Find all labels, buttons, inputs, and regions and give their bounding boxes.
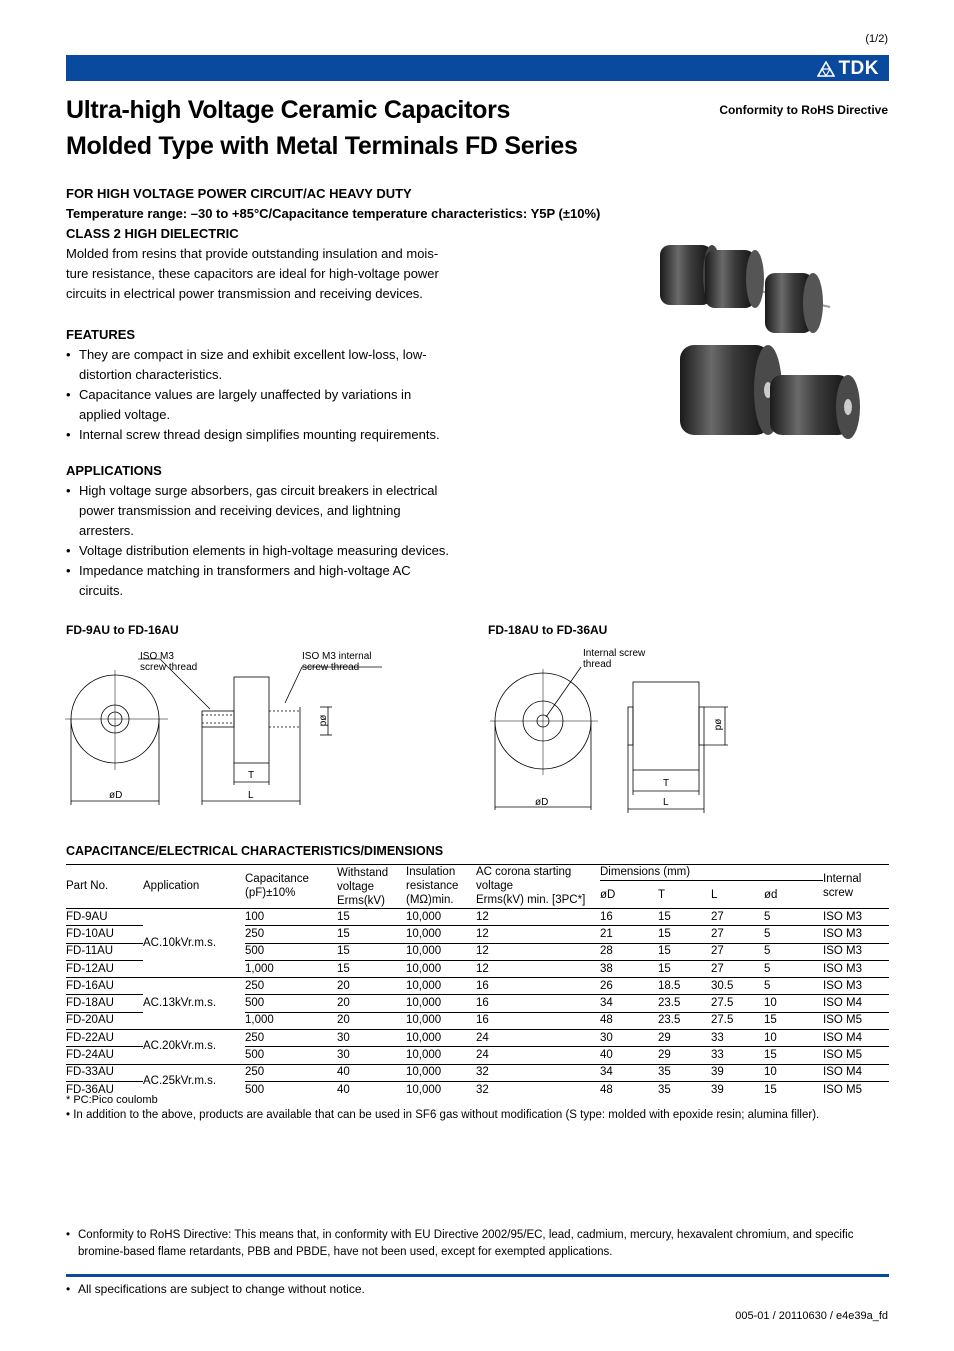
table-cell: FD-24AU [66, 1047, 143, 1064]
table-cell: 500 [245, 995, 337, 1012]
table-cell: ISO M3 [823, 960, 889, 977]
table-cell: 15 [658, 909, 711, 926]
table-cell: 32 [476, 1064, 600, 1081]
table-cell: 21 [600, 926, 658, 943]
intro-paragraph [66, 244, 466, 304]
table-cell: 250 [245, 1064, 337, 1081]
label-d: ød [712, 718, 724, 731]
intro-line: circuits in electrical power transmission and receiving devices. [66, 286, 423, 301]
table-cell: 500 [245, 943, 337, 960]
diagram-left-title: FD-9AU to FD-16AU [66, 623, 179, 637]
table-cell: ISO M5 [823, 1081, 889, 1098]
table-cell: 34 [600, 1064, 658, 1081]
title-line-2: Molded Type with Metal Terminals FD Series [66, 132, 578, 160]
table-cell: 12 [476, 926, 600, 943]
table-cell: FD-22AU [66, 1030, 143, 1047]
features-heading: FEATURES [66, 327, 136, 342]
footnote-pc: * PC:Pico coulomb [66, 1094, 158, 1106]
table-cell: 27 [711, 909, 764, 926]
header-withstand: Withstand voltage Erms(kV) [337, 867, 389, 907]
intro-line: Molded from resins that provide outstanding insulation and mois- [66, 246, 439, 261]
table-cell: 15 [337, 960, 406, 977]
table-cell: 30 [600, 1030, 658, 1047]
table-cell: 15 [764, 1081, 823, 1098]
label-iso-external: ISO M3 screw thread [140, 651, 198, 673]
table-cell: 34 [600, 995, 658, 1012]
table-cell: 15 [337, 926, 406, 943]
table-cell: 40 [337, 1081, 406, 1098]
table-cell: 30 [337, 1047, 406, 1064]
label-internal-thread: Internal screw thread [583, 648, 646, 670]
header-part-no: Part No. [66, 880, 109, 892]
table-cell: ISO M4 [823, 1064, 889, 1081]
table-cell: ISO M5 [823, 1047, 889, 1064]
table-cell: 30 [337, 1030, 406, 1047]
header-od: øD [600, 888, 616, 901]
table-cell: 10,000 [406, 926, 476, 943]
header-t: T [658, 888, 666, 901]
table-cell: 29 [658, 1047, 711, 1064]
table-cell: FD-10AU [66, 926, 143, 943]
list-item: • They are compact in size and exhibit excellent low-loss, low- distortion characteristics. [66, 345, 476, 385]
table-row [66, 1064, 889, 1081]
list-item: • Internal screw thread design simplifies mounting requirements. [66, 425, 476, 445]
table-cell: 15 [764, 1012, 823, 1029]
table-cell: 24 [476, 1030, 600, 1047]
table-cell: 35 [658, 1081, 711, 1098]
table-cell: 23.5 [658, 1012, 711, 1029]
table-cell: 30.5 [711, 978, 764, 995]
table-cell: 15 [658, 943, 711, 960]
table-cell: FD-12AU [66, 960, 143, 977]
table-cell: 10,000 [406, 1030, 476, 1047]
spec-table [66, 864, 889, 1098]
table-cell: 1,000 [245, 960, 337, 977]
table-cell: 16 [476, 995, 600, 1012]
application-cell: AC.20kVr.m.s. [143, 1030, 245, 1065]
rohs-footnote: • Conformity to RoHS Directive: This means that, in conformity with EU Directive 2002/95/EC, lead, cadmium, mercury, hexavalent chromium, and specific bromine-based flame retardants, PBB and PBDE, have not been used, except for exempted applications. [66, 1227, 889, 1261]
header-capacitance: Capacitance (pF)±10% [245, 873, 309, 899]
label-l: L [663, 797, 669, 808]
label-od: øD [535, 797, 549, 808]
table-cell: 1,000 [245, 1012, 337, 1029]
capacitor-large-2 [770, 375, 860, 439]
table-cell: 27.5 [711, 995, 764, 1012]
table-cell: 16 [476, 978, 600, 995]
table-cell: 48 [600, 1081, 658, 1098]
table-cell: 16 [476, 1012, 600, 1029]
tdk-logo [817, 58, 879, 80]
table-cell: 26 [600, 978, 658, 995]
table-cell: 40 [337, 1064, 406, 1081]
tdk-logo-text: TDK [838, 58, 879, 79]
table-title: CAPACITANCE/ELECTRICAL CHARACTERISTICS/DIMENSIONS [66, 844, 444, 858]
table-cell: 12 [476, 960, 600, 977]
table-row [66, 978, 889, 995]
applications-heading: APPLICATIONS [66, 463, 162, 478]
page-title [66, 92, 578, 164]
bottom-rule [66, 1274, 889, 1277]
table-cell: 10,000 [406, 909, 476, 926]
table-cell: 20 [337, 978, 406, 995]
label-t: T [663, 778, 670, 789]
table-cell: 18.5 [658, 978, 711, 995]
table-cell: FD-9AU [66, 909, 143, 926]
table-cell: 33 [711, 1047, 764, 1064]
table-cell: 33 [711, 1030, 764, 1047]
headline-duty: FOR HIGH VOLTAGE POWER CIRCUIT/AC HEAVY DUTY [66, 186, 412, 201]
table-cell: 48 [600, 1012, 658, 1029]
table-cell: 250 [245, 926, 337, 943]
table-cell: ISO M3 [823, 926, 889, 943]
list-item: • Voltage distribution elements in high-voltage measuring devices. [66, 541, 486, 561]
table-cell: 10,000 [406, 1047, 476, 1064]
table-cell: 5 [764, 926, 823, 943]
application-cell: AC.25kVr.m.s. [143, 1064, 245, 1098]
page-number: (1/2) [865, 33, 888, 45]
table-cell: 15 [337, 943, 406, 960]
capacitor-large-1 [680, 345, 782, 435]
headline-temperature: Temperature range: –30 to +85°C/Capacitance temperature characteristics: Y5P (±10%) [66, 206, 601, 221]
table-cell: FD-36AU [66, 1081, 143, 1098]
brand-bar [66, 55, 889, 81]
label-l: L [248, 790, 254, 801]
table-cell: ISO M4 [823, 1030, 889, 1047]
diagram-right-title: FD-18AU to FD-36AU [488, 623, 608, 637]
capacitor-small-2 [705, 250, 764, 308]
table-cell: 35 [658, 1064, 711, 1081]
table-cell: 250 [245, 1030, 337, 1047]
table-cell: FD-20AU [66, 1012, 143, 1029]
table-cell: 27 [711, 943, 764, 960]
diagram-right-drawing [488, 645, 748, 815]
table-cell: 10,000 [406, 943, 476, 960]
list-item: • Capacitance values are largely unaffected by variations in applied voltage. [66, 385, 476, 425]
rohs-conformity-note: Conformity to RoHS Directive [719, 103, 888, 117]
table-cell: 27 [711, 926, 764, 943]
table-cell: 15 [764, 1047, 823, 1064]
footnote-sf6: • In addition to the above, products are available that can be used in SF6 gas without modification (S type: molded with epoxide resin; alumina filler). [66, 1109, 820, 1121]
header-insulation: Insulation resistance (MΩ)min. [406, 866, 459, 906]
headline-dielectric: CLASS 2 HIGH DIELECTRIC [66, 226, 239, 241]
table-cell: 10,000 [406, 995, 476, 1012]
header-dimensions: Dimensions (mm) [600, 864, 823, 881]
product-photo [650, 225, 880, 440]
table-cell: FD-33AU [66, 1064, 143, 1081]
header-l: L [711, 888, 718, 901]
table-cell: FD-11AU [66, 943, 143, 960]
table-cell: 15 [658, 960, 711, 977]
table-cell: 32 [476, 1081, 600, 1098]
table-cell: 29 [658, 1030, 711, 1047]
table-cell: ISO M3 [823, 978, 889, 995]
list-item: • Impedance matching in transformers and high-voltage AC circuits. [66, 561, 486, 601]
document-code: 005-01 / 20110630 / e4e39a_fd [735, 1310, 888, 1322]
table-cell: 5 [764, 960, 823, 977]
table-cell: 28 [600, 943, 658, 960]
diagram-right [488, 645, 748, 815]
table-cell: 15 [658, 926, 711, 943]
table-cell: 27 [711, 960, 764, 977]
table-cell: ISO M3 [823, 943, 889, 960]
table-cell: 10 [764, 1064, 823, 1081]
label-iso-internal: ISO M3 internal screw thread [302, 651, 372, 673]
capacitor-small-3 [765, 273, 823, 333]
table-cell: 23.5 [658, 995, 711, 1012]
header-screw: Internal screw [823, 873, 862, 899]
table-cell: 5 [764, 943, 823, 960]
label-od: øD [109, 790, 123, 801]
table-cell: 10 [764, 995, 823, 1012]
diagram-left [60, 645, 400, 815]
application-cell: AC.10kVr.m.s. [143, 909, 245, 978]
table-cell: 38 [600, 960, 658, 977]
table-cell: 27.5 [711, 1012, 764, 1029]
table-cell: 5 [764, 909, 823, 926]
application-cell: AC.13kVr.m.s. [143, 978, 245, 1030]
table-cell: 20 [337, 995, 406, 1012]
table-cell: ISO M3 [823, 909, 889, 926]
table-cell: 24 [476, 1047, 600, 1064]
table-cell: 10,000 [406, 1064, 476, 1081]
table-cell: 10,000 [406, 978, 476, 995]
table-cell: FD-18AU [66, 995, 143, 1012]
table-cell: 10,000 [406, 1012, 476, 1029]
table-cell: 12 [476, 909, 600, 926]
table-cell: 15 [337, 909, 406, 926]
label-d: ød [317, 714, 329, 727]
label-t: T [248, 770, 255, 781]
title-line-1: Ultra-high Voltage Ceramic Capacitors [66, 96, 511, 124]
header-application: Application [143, 880, 200, 892]
table-row [66, 1030, 889, 1047]
table-cell: ISO M4 [823, 995, 889, 1012]
table-cell: 40 [600, 1047, 658, 1064]
table-cell: ISO M5 [823, 1012, 889, 1029]
table-cell: 500 [245, 1081, 337, 1098]
table-cell: 100 [245, 909, 337, 926]
table-cell: FD-16AU [66, 978, 143, 995]
applications-list [66, 481, 486, 601]
intro-line: ture resistance, these capacitors are ideal for high-voltage power [66, 266, 439, 281]
table-row [66, 909, 889, 926]
table-cell: 10,000 [406, 1081, 476, 1098]
features-list [66, 345, 476, 445]
header-corona: AC corona starting voltage Erms(kV) min. [3PC*] [476, 866, 586, 906]
table-cell: 10 [764, 1030, 823, 1047]
table-cell: 39 [711, 1081, 764, 1098]
list-item: • High voltage surge absorbers, gas circuit breakers in electrical power transmission and receiving devices, and lightning arresters. [66, 481, 486, 541]
table-cell: 500 [245, 1047, 337, 1064]
table-cell: 10,000 [406, 960, 476, 977]
table-cell: 20 [337, 1012, 406, 1029]
table-cell: 5 [764, 978, 823, 995]
table-cell: 39 [711, 1064, 764, 1081]
change-notice: • All specifications are subject to change without notice. [66, 1282, 365, 1296]
tdk-emblem-icon [817, 61, 835, 77]
table-cell: 16 [600, 909, 658, 926]
table-cell: 12 [476, 943, 600, 960]
header-d: ød [764, 888, 778, 901]
table-cell: 250 [245, 978, 337, 995]
